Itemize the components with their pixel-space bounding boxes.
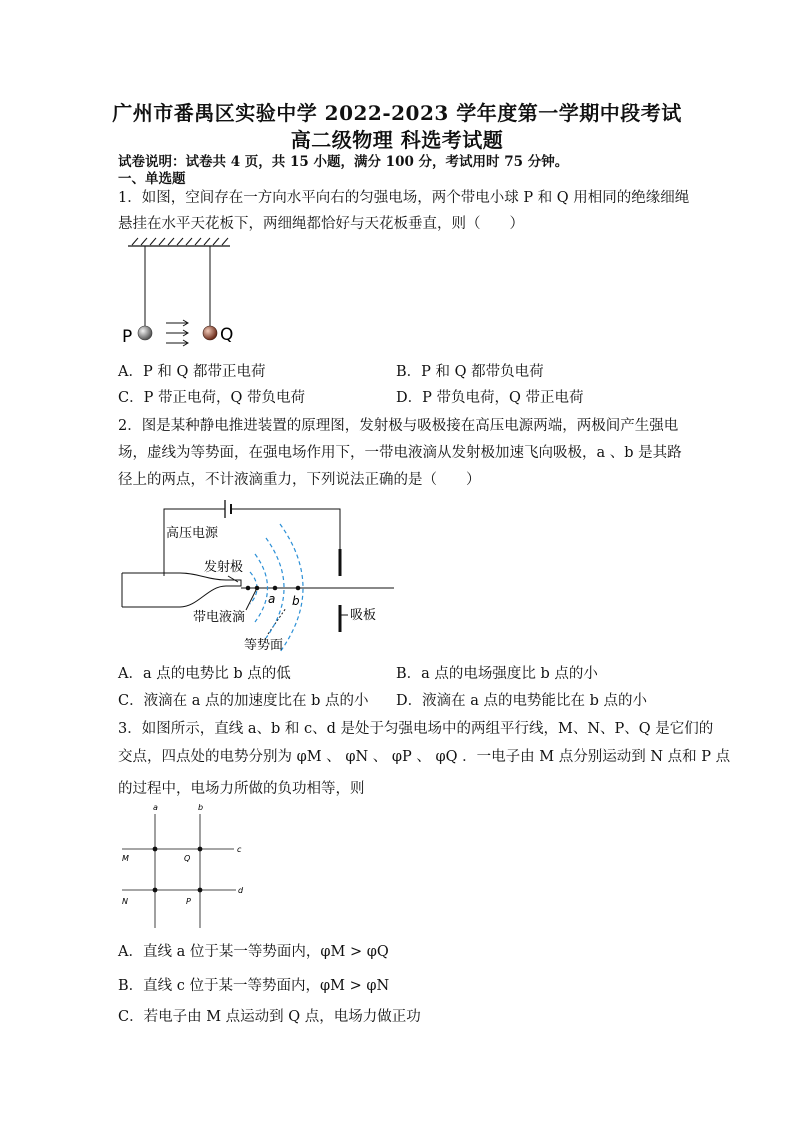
q2-label-a: a	[268, 592, 276, 606]
q1-option-b: B．P 和 Q 都带负电荷	[396, 364, 544, 380]
q2-figure	[118, 494, 398, 654]
q3-label-a: a	[153, 803, 158, 812]
exam-instructions: 试卷说明：试卷共 4 页，共 15 小题，满分 100 分，考试用时 75 分钟。	[118, 154, 569, 170]
q1-label-q: Q	[220, 325, 234, 345]
q3-option-a: A．直线 a 位于某一等势面内，φM > φQ	[118, 944, 389, 960]
q1-option-d: D．P 带负电荷，Q 带正电荷	[396, 390, 584, 406]
q2-option-a: A．a 点的电势比 b 点的低	[118, 666, 291, 682]
q2-stem-line3: 径上的两点，不计液滴重力，下列说法正确的是（ ）	[118, 472, 481, 488]
q1-figure	[118, 236, 248, 350]
q3-figure	[118, 800, 253, 930]
exam-subtitle: 高二级物理 科选考试题	[290, 128, 504, 152]
q1-stem-line2: 悬挂在水平天花板下，两细绳都恰好与天花板垂直，则（ ）	[118, 216, 524, 232]
q3-label-c: c	[237, 845, 242, 854]
q2-label-b: b	[292, 594, 300, 608]
q2-stem-line2: 场，虚线为等势面，在强电场作用下，一带电液滴从发射极加速飞向吸极，a 、b 是其路	[118, 445, 682, 461]
q2-option-d: D．液滴在 a 点的电势能比在 b 点的小	[396, 693, 647, 709]
q1-stem-line1: 1．如图，空间存在一方向水平向右的匀强电场，两个带电小球 P 和 Q 用相同的绝缘细绳	[118, 190, 690, 206]
q3-stem-line2: 交点，四点处的电势分别为 φM 、 φN 、 φP 、 φQ ．一电子由 M 点分别运动到 N 点和 P 点	[118, 749, 731, 765]
q3-stem-line1: 3．如图所示，直线 a、b 和 c、d 是处于匀强电场中的两组平行线，M、N、P、Q 是它们的	[118, 721, 714, 737]
q2-label-droplet: 带电液滴	[193, 610, 246, 625]
q1-label-p: P	[122, 327, 133, 347]
q3-label-b: b	[198, 803, 204, 812]
q2-option-c: C．液滴在 a 点的加速度比在 b 点的小	[118, 693, 369, 709]
exam-title: 广州市番禺区实验中学 2022-2023 学年度第一学期中段考试	[112, 101, 682, 125]
q3-stem-line3: 的过程中，电场力所做的负功相等，则	[118, 781, 365, 797]
q3-label-q: Q	[184, 854, 191, 863]
q3-label-p: P	[186, 897, 191, 906]
q3-label-m: M	[122, 854, 129, 863]
q3-option-c: C．若电子由 M 点运动到 Q 点，电场力做正功	[118, 1009, 421, 1025]
q3-option-b: B．直线 c 位于某一等势面内，φM > φN	[118, 978, 390, 994]
q2-label-power: 高压电源	[166, 526, 219, 541]
q3-label-d: d	[238, 886, 244, 895]
q2-option-b: B．a 点的电场强度比 b 点的小	[396, 666, 598, 682]
q2-label-equipotential: 等势面	[244, 638, 284, 653]
q2-stem-line1: 2．图是某种静电推进装置的原理图，发射极与吸极接在高压电源两端，两极间产生强电	[118, 418, 679, 434]
q1-option-c: C．P 带正电荷，Q 带负电荷	[118, 390, 305, 406]
q2-label-emitter: 发射极	[204, 560, 244, 575]
section-heading: 一、单选题	[118, 171, 186, 187]
q3-label-n: N	[122, 897, 128, 906]
q1-option-a: A．P 和 Q 都带正电荷	[118, 364, 266, 380]
q2-label-collector: 吸板	[350, 608, 377, 623]
